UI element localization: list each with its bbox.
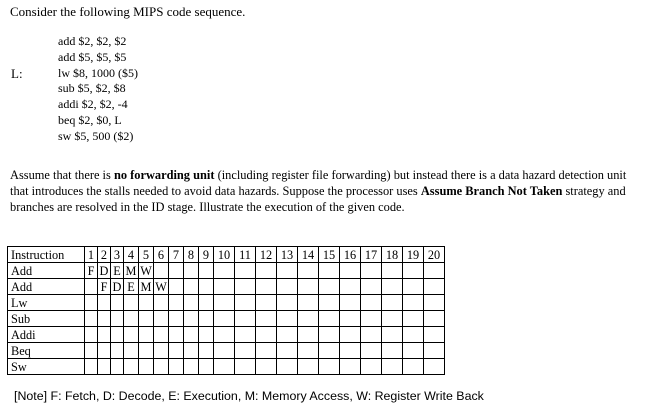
- stage-cell[interactable]: [98, 295, 111, 311]
- stage-cell[interactable]: [85, 279, 98, 295]
- stage-cell[interactable]: [382, 359, 403, 375]
- stage-cell[interactable]: [199, 295, 214, 311]
- stage-cell[interactable]: [319, 295, 340, 311]
- stage-cell[interactable]: D: [111, 279, 124, 295]
- code-block: [58, 34, 138, 145]
- stage-cell[interactable]: F: [85, 263, 98, 279]
- code-line: add $5, $5, $5: [58, 49, 127, 64]
- table-row: [8, 279, 445, 295]
- stage-cell[interactable]: [277, 311, 298, 327]
- stage-cell[interactable]: [124, 343, 139, 359]
- stage-cell[interactable]: [256, 295, 277, 311]
- stage-cell[interactable]: [169, 279, 184, 295]
- stage-cell[interactable]: [111, 343, 124, 359]
- cycle-header-16: 16: [340, 247, 361, 263]
- stage-cell[interactable]: [403, 311, 424, 327]
- stage-cell[interactable]: [424, 359, 445, 375]
- stage-cell[interactable]: [235, 359, 256, 375]
- cycle-header-13: 13: [277, 247, 298, 263]
- stage-cell[interactable]: [361, 295, 382, 311]
- stage-cell[interactable]: W: [155, 279, 167, 294]
- stage-cell[interactable]: [85, 343, 98, 359]
- stage-cell[interactable]: [154, 359, 169, 375]
- paragraph-text: strategy and branches are resolved in the ID stage. Illustrate the execution of the given code.: [10, 184, 626, 214]
- stage-cell[interactable]: E: [111, 263, 124, 279]
- stage-cell[interactable]: [199, 311, 214, 327]
- stage-cell[interactable]: [111, 295, 124, 311]
- stage-cell[interactable]: [424, 311, 445, 327]
- stage-cell[interactable]: [361, 359, 382, 375]
- stage-cell[interactable]: [298, 263, 319, 279]
- stage-cell[interactable]: [424, 295, 445, 311]
- stage-cell[interactable]: [403, 327, 424, 343]
- stage-cell[interactable]: [424, 327, 445, 343]
- stage-cell[interactable]: [340, 359, 361, 375]
- stage-cell[interactable]: [235, 263, 256, 279]
- cycle-header-5: 5: [139, 247, 154, 263]
- stage-cell[interactable]: [214, 311, 235, 327]
- cycle-header-8: 8: [184, 247, 199, 263]
- stage-cell[interactable]: [98, 343, 111, 359]
- instruction-name-cell: Add: [8, 279, 85, 295]
- stage-cell[interactable]: [111, 327, 124, 343]
- stage-cell[interactable]: [277, 343, 298, 359]
- stage-cell[interactable]: [124, 295, 139, 311]
- stage-cell[interactable]: [169, 263, 184, 279]
- paragraph-text: Assume that there is: [10, 168, 114, 182]
- stage-cell[interactable]: [340, 311, 361, 327]
- cycle-header-1: 1: [85, 247, 98, 263]
- table-row: [8, 327, 445, 343]
- cycle-header-11: 11: [235, 247, 256, 263]
- stage-cell[interactable]: [184, 295, 199, 311]
- stage-cell[interactable]: [98, 311, 111, 327]
- stage-cell[interactable]: [298, 295, 319, 311]
- table-row: [8, 295, 445, 311]
- instruction-name-cell: Add: [8, 263, 85, 279]
- instruction-name-cell: Sub: [8, 311, 85, 327]
- cycle-header-6: 6: [154, 247, 169, 263]
- stage-cell[interactable]: [361, 263, 382, 279]
- cycle-header-14: 14: [298, 247, 319, 263]
- stage-cell[interactable]: W: [140, 263, 152, 278]
- stage-cell[interactable]: [319, 327, 340, 343]
- stage-cell[interactable]: [184, 311, 199, 327]
- instruction-column-header: Instruction: [8, 247, 85, 263]
- intro-text: Consider the following MIPS code sequence.: [10, 4, 246, 19]
- stage-cell[interactable]: [214, 359, 235, 375]
- stage-cell[interactable]: [319, 359, 340, 375]
- stage-cell[interactable]: [298, 279, 319, 295]
- stage-cell[interactable]: [169, 359, 184, 375]
- stage-cell[interactable]: [235, 279, 256, 295]
- stage-cell[interactable]: [85, 295, 98, 311]
- stage-cell[interactable]: [403, 279, 424, 295]
- stage-cell[interactable]: [154, 327, 169, 343]
- stage-cell[interactable]: [169, 311, 184, 327]
- stage-cell[interactable]: [319, 311, 340, 327]
- stage-cell[interactable]: [154, 311, 169, 327]
- table-row: [8, 359, 445, 375]
- cycle-header-10: 10: [214, 247, 235, 263]
- stage-cell[interactable]: [98, 327, 111, 343]
- stage-cell[interactable]: [340, 327, 361, 343]
- stage-cell[interactable]: M: [139, 279, 154, 295]
- stage-cell[interactable]: [154, 263, 169, 279]
- stage-cell[interactable]: [319, 279, 340, 295]
- stage-cell[interactable]: [382, 295, 403, 311]
- table-row: [8, 343, 445, 359]
- stage-cell[interactable]: [154, 343, 169, 359]
- stage-cell[interactable]: [382, 311, 403, 327]
- stage-cell[interactable]: [424, 263, 445, 279]
- stage-cell[interactable]: [111, 311, 124, 327]
- stage-cell[interactable]: [382, 343, 403, 359]
- cycle-header-18: 18: [382, 247, 403, 263]
- stage-cell[interactable]: [111, 359, 124, 375]
- instruction-name-cell: Beq: [8, 343, 85, 359]
- stage-cell[interactable]: [235, 327, 256, 343]
- stage-cell[interactable]: [184, 327, 199, 343]
- code-line: sw $5, 500 ($2): [58, 128, 134, 143]
- stage-cell[interactable]: [199, 263, 214, 279]
- stage-cell[interactable]: D: [98, 263, 111, 279]
- stage-cell[interactable]: [424, 279, 445, 295]
- stage-cell[interactable]: [199, 343, 214, 359]
- table-header-row: [8, 247, 445, 263]
- stage-cell[interactable]: M: [124, 263, 139, 279]
- stage-cell[interactable]: [382, 263, 403, 279]
- stage-cell[interactable]: [256, 311, 277, 327]
- stage-cell[interactable]: [256, 279, 277, 295]
- stage-cell[interactable]: [214, 343, 235, 359]
- stage-cell[interactable]: [85, 311, 98, 327]
- stage-cell[interactable]: [184, 359, 199, 375]
- cycle-header-17: 17: [361, 247, 382, 263]
- stage-cell[interactable]: [235, 311, 256, 327]
- stage-cell[interactable]: [214, 263, 235, 279]
- stage-cell[interactable]: [298, 343, 319, 359]
- stage-cell[interactable]: [154, 295, 169, 311]
- stage-cell[interactable]: [298, 311, 319, 327]
- stage-cell[interactable]: [403, 263, 424, 279]
- stage-cell[interactable]: [403, 343, 424, 359]
- problem-paragraph: [10, 167, 640, 215]
- code-line: sub $5, $2, $8: [58, 81, 126, 96]
- stage-cell[interactable]: [256, 263, 277, 279]
- code-line: beq $2, $0, L: [58, 112, 122, 127]
- stage-cell[interactable]: [184, 279, 199, 295]
- instruction-name-cell: Sw: [8, 359, 85, 375]
- stage-cell[interactable]: [169, 295, 184, 311]
- stage-cell[interactable]: [85, 359, 98, 375]
- stage-cell[interactable]: [169, 327, 184, 343]
- legend-note: [Note] F: Fetch, D: Decode, E: Execution, M: Memory Access, W: Register Write Back: [14, 389, 484, 403]
- instruction-name-cell: Addi: [8, 327, 85, 343]
- stage-cell[interactable]: [139, 327, 154, 343]
- stage-cell[interactable]: [184, 343, 199, 359]
- stage-cell[interactable]: [298, 327, 319, 343]
- cycle-header-15: 15: [319, 247, 340, 263]
- stage-cell[interactable]: [403, 295, 424, 311]
- cycle-header-20: 20: [424, 247, 445, 263]
- code-line: add $2, $2, $2: [58, 34, 127, 48]
- instruction-name-cell: Lw: [8, 295, 85, 311]
- stage-cell[interactable]: [319, 343, 340, 359]
- stage-cell[interactable]: [277, 359, 298, 375]
- stage-cell[interactable]: [214, 295, 235, 311]
- stage-cell[interactable]: [361, 279, 382, 295]
- stage-cell[interactable]: [169, 343, 184, 359]
- cycle-header-3: 3: [111, 247, 124, 263]
- stage-cell[interactable]: [277, 263, 298, 279]
- stage-cell[interactable]: [298, 359, 319, 375]
- code-label: L:: [11, 66, 23, 81]
- stage-cell[interactable]: [277, 295, 298, 311]
- stage-cell[interactable]: [361, 311, 382, 327]
- code-line: lw $8, 1000 ($5): [58, 65, 138, 80]
- pipeline-table: [7, 246, 445, 375]
- stage-cell[interactable]: [199, 327, 214, 343]
- cycle-header-2: 2: [98, 247, 111, 263]
- code-line: addi $2, $2, -4: [58, 97, 128, 112]
- cycle-header-19: 19: [403, 247, 424, 263]
- cycle-header-7: 7: [169, 247, 184, 263]
- stage-cell[interactable]: [277, 279, 298, 295]
- stage-cell[interactable]: [340, 295, 361, 311]
- stage-cell[interactable]: [214, 327, 235, 343]
- stage-cell[interactable]: [124, 359, 139, 375]
- stage-cell[interactable]: [139, 359, 154, 375]
- stage-cell[interactable]: [382, 327, 403, 343]
- stage-cell[interactable]: [340, 343, 361, 359]
- stage-cell[interactable]: [124, 311, 139, 327]
- stage-cell[interactable]: [256, 327, 277, 343]
- stage-cell[interactable]: [124, 327, 139, 343]
- table-row: [8, 311, 445, 327]
- stage-cell[interactable]: [139, 343, 154, 359]
- stage-cell[interactable]: [85, 327, 98, 343]
- stage-cell[interactable]: [199, 279, 214, 295]
- stage-cell[interactable]: [256, 359, 277, 375]
- paragraph-text: (including register file forwarding) but instead there is a data hazard detection unit that introduces the stalls needed to avoid data hazards. Suppose the processor uses: [10, 168, 627, 198]
- table-row: [8, 263, 445, 279]
- stage-cell[interactable]: [361, 327, 382, 343]
- stage-cell[interactable]: [139, 311, 154, 327]
- stage-cell[interactable]: [340, 263, 361, 279]
- stage-cell[interactable]: [382, 279, 403, 295]
- stage-cell[interactable]: [235, 343, 256, 359]
- paragraph-bold-text: Assume Branch Not Taken: [420, 184, 563, 198]
- stage-cell[interactable]: [184, 263, 199, 279]
- cycle-header-9: 9: [199, 247, 214, 263]
- stage-cell[interactable]: F: [98, 279, 111, 295]
- stage-cell[interactable]: [98, 359, 111, 375]
- stage-cell[interactable]: E: [124, 279, 139, 295]
- cycle-header-12: 12: [256, 247, 277, 263]
- stage-cell[interactable]: [340, 279, 361, 295]
- paragraph-bold-text: no forwarding unit: [113, 168, 215, 182]
- stage-cell[interactable]: [139, 295, 154, 311]
- stage-cell[interactable]: [403, 359, 424, 375]
- stage-cell[interactable]: [424, 343, 445, 359]
- stage-cell[interactable]: [256, 343, 277, 359]
- stage-cell[interactable]: [319, 263, 340, 279]
- cycle-header-4: 4: [124, 247, 139, 263]
- stage-cell[interactable]: [214, 279, 235, 295]
- stage-cell[interactable]: [235, 295, 256, 311]
- stage-cell[interactable]: [277, 327, 298, 343]
- stage-cell[interactable]: [199, 359, 214, 375]
- stage-cell[interactable]: [361, 343, 382, 359]
